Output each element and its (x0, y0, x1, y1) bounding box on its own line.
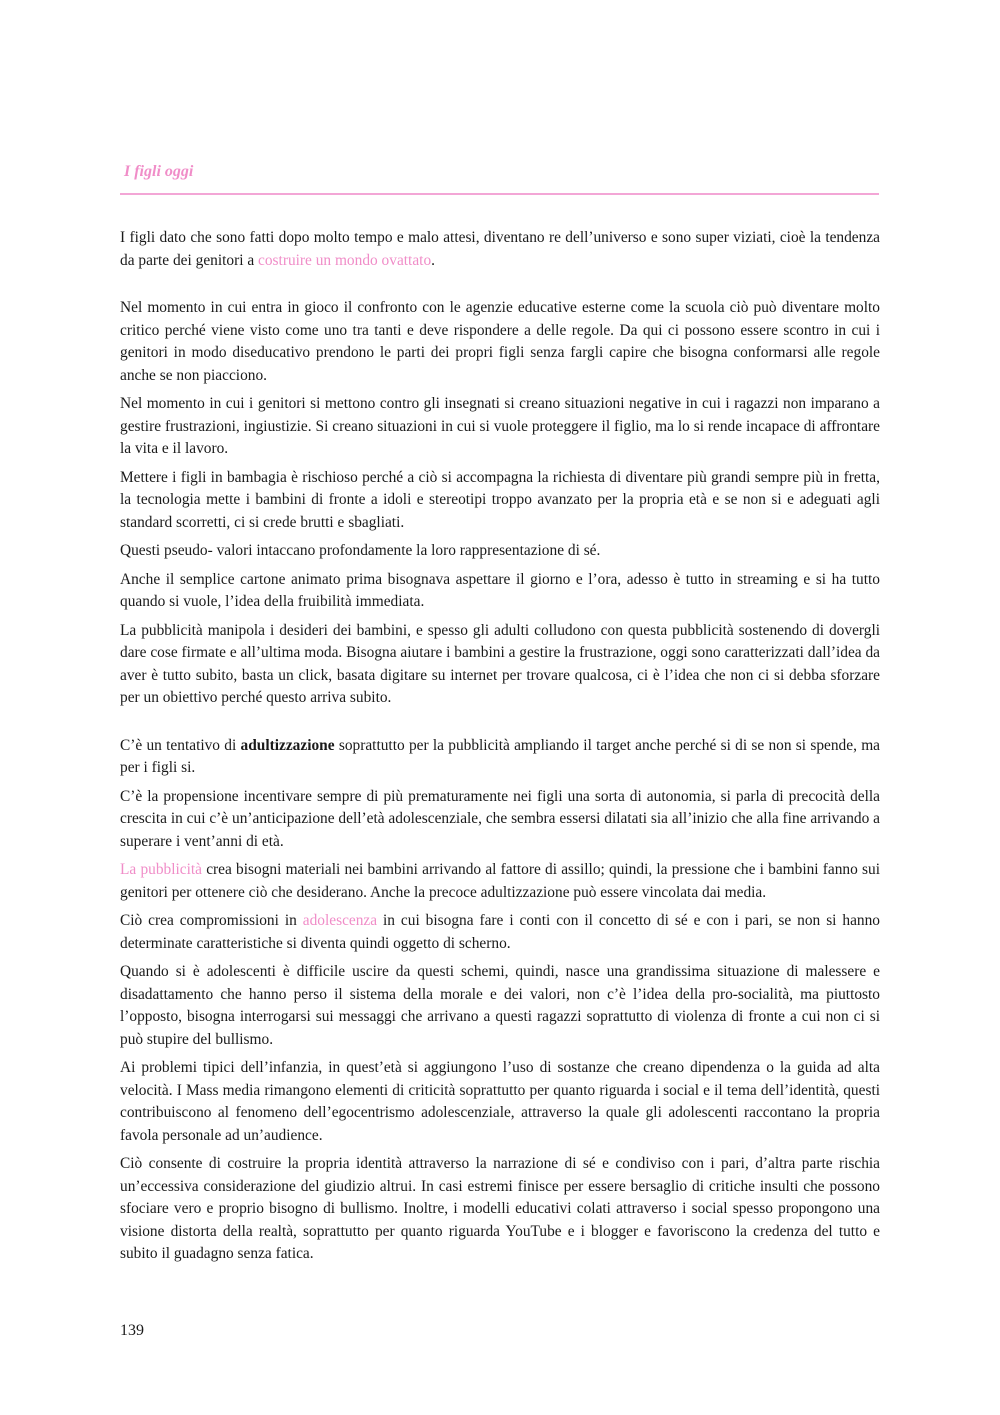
text-run: crea bisogni materiali nei bambini arrivando al fattore di assillo; quindi, la pressione che i bambini fanno sui genitori per ottenere ciò che desiderano. Anche la precoce adultizzazione può essere vincolata dai media. (120, 861, 880, 901)
paragraph (120, 569, 880, 614)
paragraph (120, 735, 880, 780)
paragraph (120, 1057, 880, 1147)
text-run: Questi pseudo- valori intaccano profondamente la loro rappresentazione di sé. (120, 542, 601, 559)
text-run: C’è la propensione incentivare sempre di più prematuramente nei figli una sorta di autonomia, si parla di precocità della crescita in cui c’è un’anticipazione dell’età adolescenziale, che sembra essersi dilatati sia all’inizio che alla fine arrivando a superare i vent’anni di età. (120, 787, 880, 850)
paragraph (120, 961, 880, 1051)
header-divider (120, 193, 879, 195)
bold-term: adultizzazione (240, 736, 335, 754)
paragraph (120, 786, 880, 854)
paragraph (120, 467, 880, 535)
paragraph (120, 859, 880, 904)
text-run: Quando si è adolescenti è difficile uscire da questi schemi, quindi, nasce una grandissima situazione di malessere e disadattamento che hanno perso il sistema della morale e dei valori, non c’è l’idea della pro-socialità, ma piuttosto l’opposto, bisogna interrogarsi sui messaggi che arrivano a questi ragazzi soprattutto di violenza di fronte a cui non ci si può stupire del bullismo. (120, 963, 880, 1048)
text-run: La pubblicità manipola i desideri dei bambini, e spesso gli adulti colludono con questa pubblicità sostenendo di dovergli dare cose firmate e all’ultima moda. Bisogna aiutare i bambini a gestire la frustrazione, oggi sono caratterizzati dall’idea da aver è tutto subito, basta un click, basata digitare su internet per trovare qualcosa, ci è l’idea che non ci si debba sforzare per un obiettivo perché questo arriva subito. (120, 621, 880, 706)
highlighted-phrase: La pubblicità (120, 861, 202, 878)
paragraph (120, 540, 880, 563)
section-title: I figli oggi (124, 163, 194, 180)
paragraph (120, 910, 880, 955)
paragraph (120, 393, 880, 461)
text-run: Nel momento in cui i genitori si mettono contro gli insegnati si creano situazioni negative in cui i ragazzi non imparano a gestire frustrazioni, ingiustizie. Si creano situazioni in cui si vuole proteggere il figlio, ma lo si rende incapace di affrontare la vita e il lavoro. (120, 395, 880, 457)
highlighted-phrase: adolescenza (302, 912, 378, 929)
body-text (120, 227, 880, 1272)
paragraph (120, 227, 880, 272)
text-run: Mettere i figli in bambagia è rischioso perché a ciò si accompagna la richiesta di diventare più grandi sempre più in fretta, la tecnologia mette i bambini di fronte a idoli e stereotipi troppo avanzato per la propria età e se non si e adeguati agli standard scorretti, ci si crede brutti e sbagliati. (120, 468, 880, 531)
text-run: Ai problemi tipici dell’infanzia, in quest’età si aggiungono l’uso di sostanze che creano dipendenza o la guida ad alta velocità. I Mass media rimangono elementi di criticità soprattutto per quanto riguarda i social e il tema dell’identità, questi contribuiscono al fenomeno dell’egocentrismo adolescenziale, attraverso la quale gli adolescenti raccontano la propria favola personale ad un’audience. (120, 1059, 880, 1144)
page-number: 139 (120, 1322, 144, 1339)
highlighted-phrase: costruire un mondo ovattato (258, 251, 432, 269)
text-run: Ciò crea compromissioni in (120, 912, 303, 929)
paragraph (120, 620, 880, 710)
text-run: Anche il semplice cartone animato prima bisognava aspettare il giorno e l’ora, adesso è tutto in streaming e si ha tutto quando si vuole, l’idea della fruibilità immediata. (120, 570, 880, 610)
paragraph (120, 297, 880, 387)
text-run: . (431, 251, 435, 269)
text-run: soprattutto per la pubblicità ampliando il target anche perché si di se non si spende, ma per i figli si. (120, 736, 881, 776)
text-run: C’è un tentativo di (120, 736, 241, 754)
text-run: Ciò consente di costruire la propria identità attraverso la narrazione di sé e condiviso con i pari, d’altra parte rischia un’eccessiva considerazione del giudizio altrui. In casi estremi finisce per essere bersaglio di critiche insulti che possono sfociare vero e proprio bisogno di bullismo. Inoltre, i modelli educativi colati attraverso i social spesso propongono una visione distorta della realtà, soprattutto per quanto riguarda YouTube e i blogger e favoriscono la credenza del tutto e subito il guadagno senza fatica. (120, 1155, 880, 1262)
text-run: Nel momento in cui entra in gioco il confronto con le agenzie educative esterne come la scuola ciò può diventare molto critico perché viene visto come uno tra tanti e deve rispondere a delle regole. Da qui ci possono essere scontro in cui i genitori in modo diseducativo prendono le parti dei propri figli senza fargli capire che bisogna conformarsi alle regole anche se non piacciono. (120, 299, 880, 384)
text-run: I figli dato che sono fatti dopo molto tempo e malo attesi, diventano re dell’universo e sono super viziati, cioè la tendenza da parte dei genitori a (120, 229, 880, 269)
text-run: in cui bisogna fare i conti con il concetto di sé e con i pari, se non si hanno determinate caratteristiche si diventa quindi oggetto di scherno. (120, 912, 880, 952)
paragraph (120, 1153, 880, 1266)
